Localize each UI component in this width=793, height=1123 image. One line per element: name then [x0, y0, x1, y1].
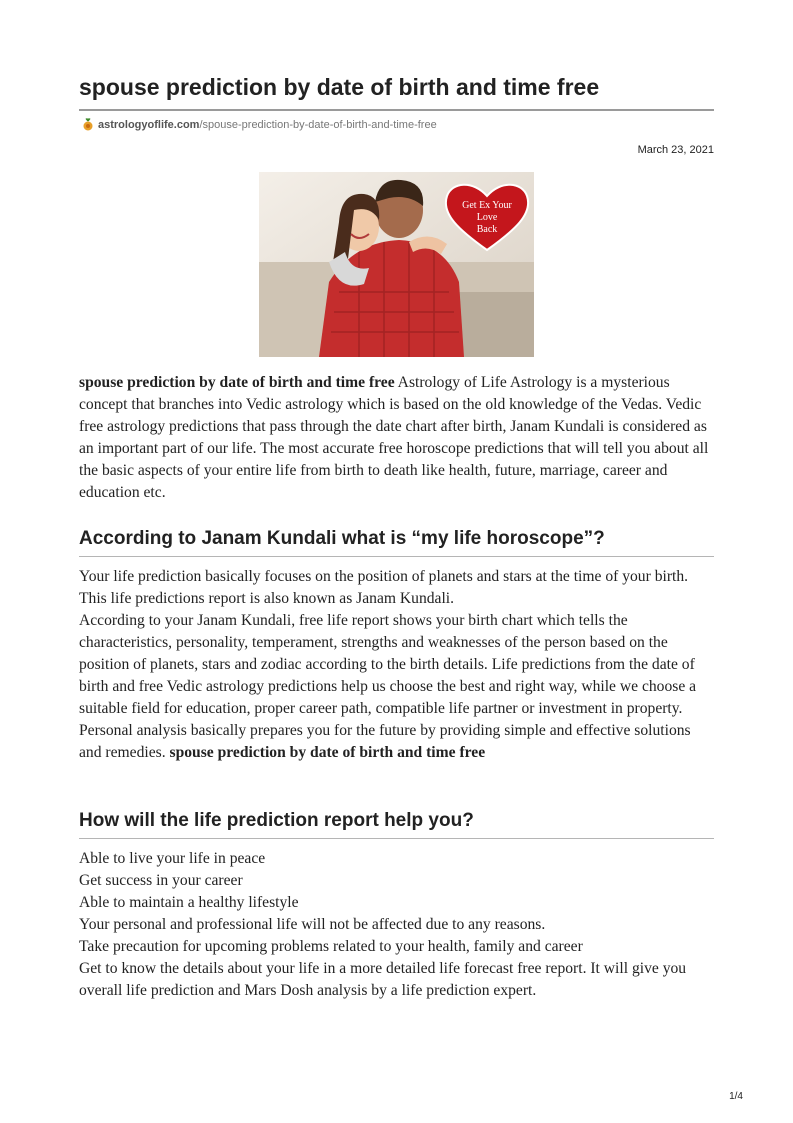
section1-line1: Your life prediction basically focuses on the position of planets and stars at the time of your birth. This life predictions report is also known as Janam Kundali. [79, 568, 689, 607]
section-heading-report-help: How will the life prediction report help you? [79, 810, 474, 831]
source-domain[interactable]: astrologyoflife.com [98, 119, 200, 131]
page-title: spouse prediction by date of birth and time free [79, 74, 600, 100]
section1-bold-tail: spouse prediction by date of birth and time free [169, 744, 486, 761]
section1-body [79, 566, 714, 764]
badge-text-line1: Get Ex Your [462, 200, 512, 211]
intro-text: Astrology of Life Astrology is a mysterious concept that branches into Vedic astrology which is based on the old knowledge of the Vedas. Vedic free astrology predictions that pass through the date chart after birth, Janam Kundali is considered as an important part of our life. The most accurate free horoscope predictions that will tell you about all the basic aspects of your entire life from birth to death like health, future, marriage, career and education etc. [79, 374, 709, 501]
section1-paragraph [79, 610, 714, 764]
source-link[interactable] [81, 118, 437, 132]
badge-text-line2: Love [476, 212, 498, 223]
list-item: Get to know the details about your life in a more detailed life forecast free report. It will give you overall life prediction and Mars Dosh analysis by a life prediction expert. [79, 960, 687, 999]
list-item: Take precaution for upcoming problems related to your health, family and career [79, 938, 583, 955]
section1-line2: According to your Janam Kundali, free life report shows your birth chart which tells the characteristics, personality, temperament, strengths and weaknesses of the person based on the position of planets, stars and zodiac according to the birth details. Life predictions from the date of birth and free Vedic astrology predictions help us choose the best and right way, while we choose a suitable field for education, proper career path, compatible life partner or investment in property. Personal analysis basically prepares you for the future by providing simple and effective solutions and remedies. [79, 612, 697, 761]
list-item: Able to maintain a healthy lifestyle [79, 894, 299, 911]
title-divider [79, 109, 714, 111]
section-divider [79, 838, 714, 839]
page-number: 1/4 [729, 1091, 743, 1102]
intro-paragraph [79, 372, 714, 504]
intro-bold-lead: spouse prediction by date of birth and time free [79, 374, 395, 391]
section-heading-horoscope: According to Janam Kundali what is “my life horoscope”? [79, 528, 605, 549]
list-item: Your personal and professional life will not be affected due to any reasons. [79, 916, 546, 933]
source-path[interactable]: /spouse-prediction-by-date-of-birth-and-time-free [199, 119, 437, 131]
list-item: Able to live your life in peace [79, 850, 266, 867]
list-item: Get success in your career [79, 872, 243, 889]
section-divider [79, 556, 714, 557]
benefits-list [79, 848, 714, 1002]
hero-image [259, 172, 534, 357]
badge-text-line3: Back [476, 224, 498, 235]
site-favicon-icon [81, 118, 95, 132]
publish-date: March 23, 2021 [637, 144, 714, 156]
